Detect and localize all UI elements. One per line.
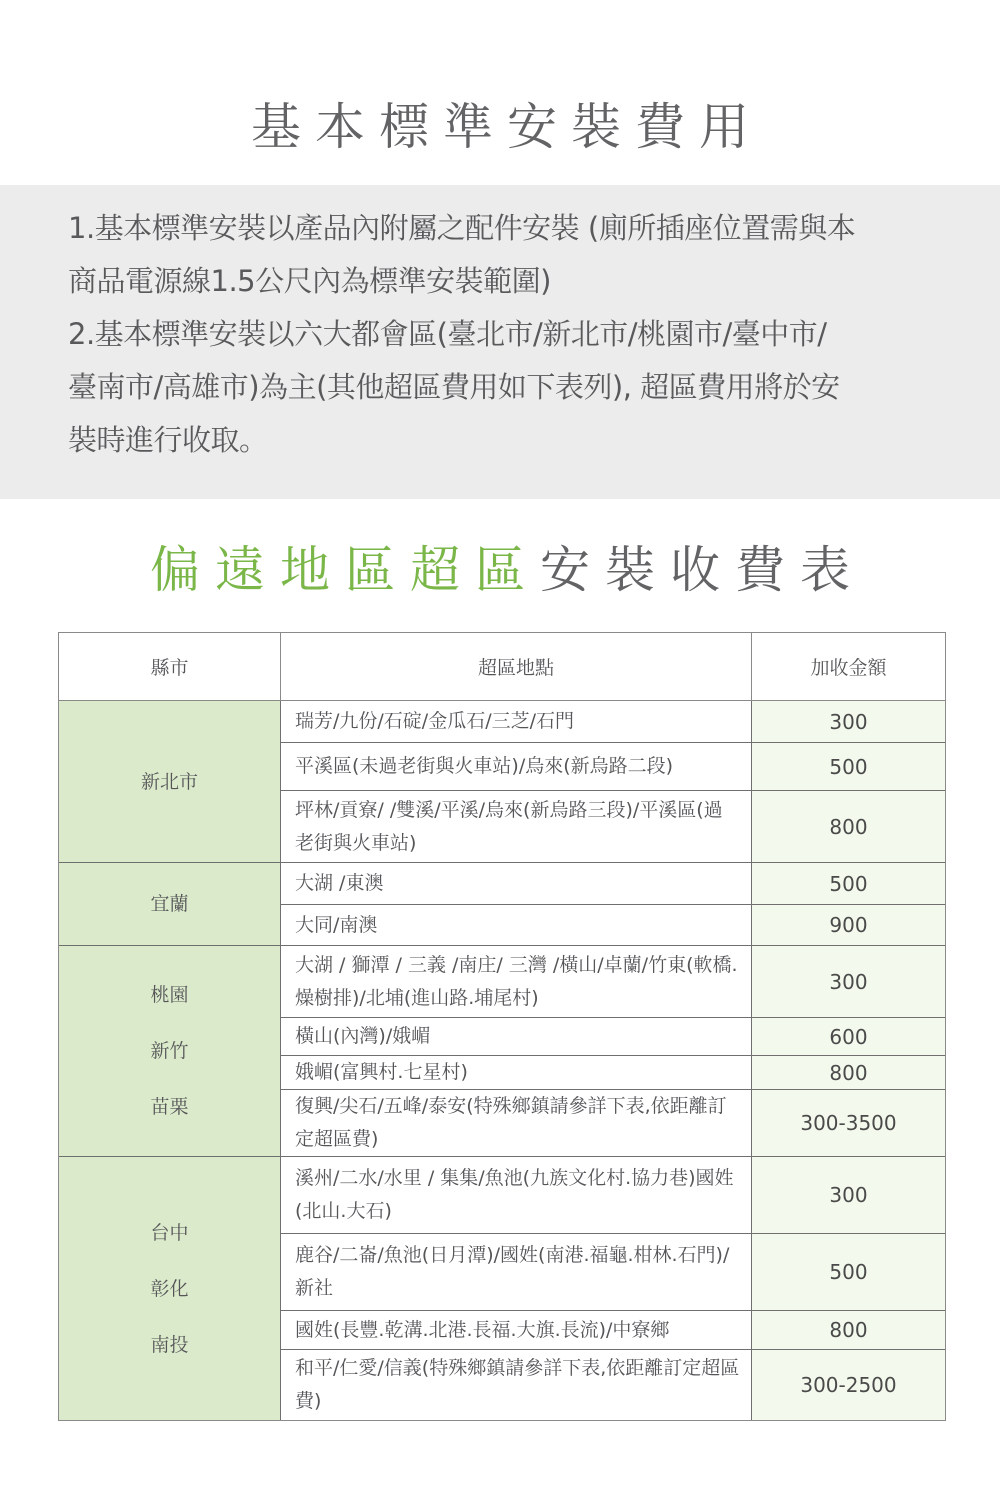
amount-cell: 800 <box>752 1311 945 1350</box>
county-name: 南投 <box>150 1333 189 1356</box>
county-name: 新北市 <box>140 770 198 793</box>
amount-cell: 500 <box>752 1234 945 1311</box>
notes-panel <box>0 185 1000 499</box>
county-cell <box>59 946 280 1157</box>
county-name: 桃園 <box>150 984 189 1006</box>
header-county: 縣市 <box>59 633 280 701</box>
location-cell: 大湖 /東澳 <box>280 863 752 905</box>
county-name: 宜蘭 <box>150 893 189 915</box>
header-amount: 加收金額 <box>752 633 945 701</box>
county-name: 苗栗 <box>150 1096 189 1118</box>
location-cell: 大同/南澳 <box>280 905 752 946</box>
county-cell <box>59 701 280 863</box>
location-cell: 鹿谷/二崙/魚池(日月潭)/國姓(南港.福龜.柑林.石門)/新社 <box>280 1234 752 1311</box>
location-cell: 復興/尖石/五峰/泰安(特殊鄉鎮請參詳下表,依距離訂定超區費) <box>280 1090 752 1157</box>
location-cell: 橫山(內灣)/娥嵋 <box>280 1018 752 1056</box>
county-cell <box>59 1157 280 1420</box>
note-line: 2.基本標準安裝以六大都會區(臺北市/新北市/桃園市/臺中市/ <box>68 317 827 351</box>
county-name: 新竹 <box>150 1040 189 1062</box>
location-cell: 瑞芳/九份/石碇/金瓜石/三芝/石門 <box>280 701 752 743</box>
note-line: 商品電源線1.5公尺內為標準安裝範圍) <box>68 264 551 298</box>
county-name: 台中 <box>150 1221 189 1244</box>
county-name: 彰化 <box>150 1277 189 1300</box>
amount-cell: 500 <box>752 743 945 791</box>
amount-cell: 300-2500 <box>752 1350 945 1420</box>
note-line: 裝時進行收取。 <box>68 423 268 457</box>
amount-cell: 900 <box>752 905 945 946</box>
note-line: 臺南市/高雄市)為主(其他超區費用如下表列), 超區費用將於安 <box>68 370 840 404</box>
amount-cell: 600 <box>752 1018 945 1056</box>
location-cell: 娥嵋(富興村.七星村) <box>280 1056 752 1090</box>
section-title-highlight: 偏遠地區超區 <box>150 541 540 599</box>
location-cell: 國姓(長豐.乾溝.北港.長福.大旗.長流)/中寮鄉 <box>280 1311 752 1350</box>
amount-cell: 300 <box>752 946 945 1018</box>
amount-cell: 300 <box>752 701 945 743</box>
section-title <box>0 535 1000 605</box>
county-cell <box>59 863 280 946</box>
location-cell: 坪林/貢寮/ /雙溪/平溪/烏來(新烏路三段)/平溪區(過老街與火車站) <box>280 791 752 863</box>
location-cell: 溪州/二水/水里 / 集集/魚池(九族文化村.協力巷)國姓(北山.大石) <box>280 1157 752 1234</box>
amount-cell: 500 <box>752 863 945 905</box>
surcharge-table <box>58 632 946 1421</box>
note-line: 1.基本標準安裝以產品內附屬之配件安裝 (廁所插座位置需與本 <box>68 211 856 245</box>
amount-cell: 300 <box>752 1157 945 1234</box>
amount-cell: 800 <box>752 1056 945 1090</box>
amount-cell: 800 <box>752 791 945 863</box>
amount-cell: 300-3500 <box>752 1090 945 1157</box>
location-cell: 平溪區(未過老街與火車站)/烏來(新烏路二段) <box>280 743 752 791</box>
location-cell: 和平/仁愛/信義(特殊鄉鎮請參詳下表,依距離訂定超區費) <box>280 1350 752 1420</box>
section-title-rest: 安裝收費表 <box>540 541 865 599</box>
header-location: 超區地點 <box>280 633 752 701</box>
location-cell: 大湖 / 獅潭 / 三義 /南庄/ 三灣 /橫山/卓蘭/竹東(軟橋.燥樹排)/北埔(進山路.埔尾村) <box>280 946 752 1018</box>
page-title: 基本標準安裝費用 <box>251 98 763 156</box>
